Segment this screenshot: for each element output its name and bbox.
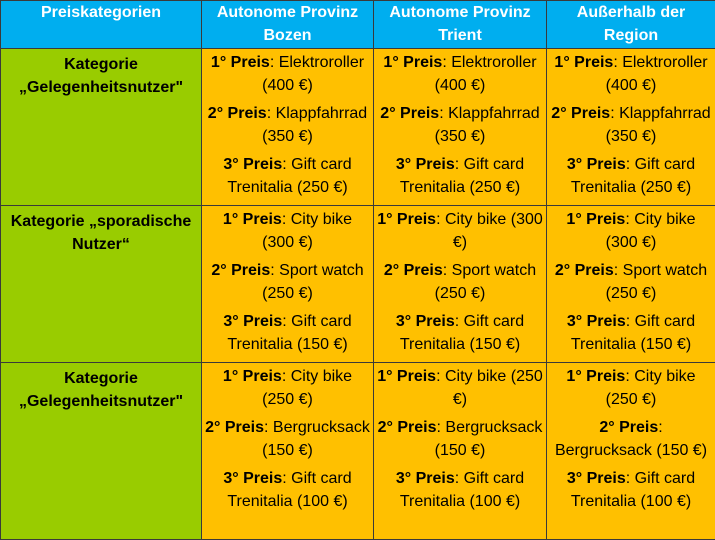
prize-text: : City bike (300 €) (606, 211, 696, 251)
prize-text: : Elektroroller (400 €) (435, 54, 537, 94)
prize-rank: 1° Preis (566, 211, 625, 228)
prize-text: : Klappfahrrad (350 €) (262, 105, 367, 145)
header-cell-bozen: Autonome Provinz Bozen (202, 1, 374, 49)
prize-line (377, 467, 543, 513)
prize-text: : Gift card Trenitalia (150 €) (571, 313, 695, 353)
prize-text: : City bike (250 €) (262, 368, 352, 408)
prize-text: : Elektroroller (400 €) (606, 54, 708, 94)
prize-line (550, 416, 712, 462)
prize-rank: 1° Preis (566, 368, 625, 385)
prize-rank: 3° Preis (396, 156, 455, 173)
table-row (1, 363, 715, 540)
prize-line (205, 259, 370, 305)
prize-rank: 2° Preis (384, 262, 443, 279)
prize-rank: 1° Preis (554, 54, 613, 71)
table-row (1, 49, 715, 206)
prize-text: : Sport watch (250 €) (606, 262, 707, 302)
prize-text: : Elektroroller (400 €) (262, 54, 364, 94)
prize-rank: 2° Preis (211, 262, 270, 279)
prize-text: : City bike (300 €) (262, 211, 352, 251)
prize-rank: 2° Preis (208, 105, 267, 122)
prize-cell (202, 206, 374, 363)
prize-line (550, 102, 712, 148)
category-cell: Kategorie „sporadische Nutzer“ (1, 206, 202, 363)
prize-rank: 3° Preis (567, 156, 626, 173)
table-header (1, 1, 715, 49)
prize-rank: 3° Preis (567, 470, 626, 487)
prize-line (377, 153, 543, 199)
prize-rank: 3° Preis (223, 470, 282, 487)
prize-rank: 1° Preis (377, 211, 436, 228)
prize-text: : Klappfahrrad (350 €) (435, 105, 540, 145)
prize-text: : City bike (250 €) (436, 368, 543, 408)
prize-cell (547, 206, 715, 363)
prize-text: : City bike (300 €) (436, 211, 543, 251)
prize-line (377, 310, 543, 356)
prize-line (377, 259, 543, 305)
prize-rank: 2° Preis (378, 419, 437, 436)
prize-cell (202, 49, 374, 206)
prize-text: : Bergrucksack (150 €) (555, 419, 707, 459)
prize-line (205, 153, 370, 199)
prize-rank: 3° Preis (223, 156, 282, 173)
prize-rank: 1° Preis (211, 54, 270, 71)
prize-line (205, 102, 370, 148)
prize-line (550, 153, 712, 199)
prize-text: : Klappfahrrad (350 €) (606, 105, 711, 145)
prize-text: : City bike (250 €) (606, 368, 696, 408)
prize-cell (547, 49, 715, 206)
prize-rank: 2° Preis (205, 419, 264, 436)
prize-rank: 2° Preis (555, 262, 614, 279)
prize-line (550, 259, 712, 305)
prize-cell (202, 363, 374, 540)
prize-text: : Bergrucksack (150 €) (262, 419, 370, 459)
prize-rank: 2° Preis (599, 419, 658, 436)
prize-text: : Gift card Trenitalia (100 €) (227, 470, 351, 510)
prize-line (205, 416, 370, 462)
prize-text: : Bergrucksack (150 €) (435, 419, 543, 459)
header-cell-trient: Autonome Provinz Trient (374, 1, 547, 49)
prize-line (550, 208, 712, 254)
prize-text: : Gift card Trenitalia (100 €) (400, 470, 524, 510)
prize-rank: 3° Preis (567, 313, 626, 330)
category-cell: Kategorie „Gelegenheitsnutzer" (1, 49, 202, 206)
prize-rank: 1° Preis (383, 54, 442, 71)
prize-line (377, 208, 543, 254)
prize-line (205, 208, 370, 254)
prize-line (205, 365, 370, 411)
header-cell-price-categories: Preiskategorien (1, 1, 202, 49)
prize-cell (374, 49, 547, 206)
prize-cell (547, 363, 715, 540)
prize-text: : Sport watch (250 €) (262, 262, 363, 302)
prize-rank: 1° Preis (223, 368, 282, 385)
prize-text: : Gift card Trenitalia (150 €) (227, 313, 351, 353)
prize-rank: 2° Preis (380, 105, 439, 122)
header-cell-outside-region: Außerhalb der Region (547, 1, 715, 49)
prize-rank: 3° Preis (396, 313, 455, 330)
prize-line (377, 365, 543, 411)
prize-rank: 3° Preis (223, 313, 282, 330)
prize-text: : Gift card Trenitalia (100 €) (571, 470, 695, 510)
prize-line (550, 310, 712, 356)
prize-line (377, 416, 543, 462)
prize-text: : Sport watch (250 €) (435, 262, 536, 302)
prize-line (550, 467, 712, 513)
prize-text: : Gift card Trenitalia (150 €) (400, 313, 524, 353)
table-row (1, 206, 715, 363)
prize-rank: 1° Preis (377, 368, 436, 385)
prize-cell (374, 363, 547, 540)
prize-line (205, 51, 370, 97)
category-cell: Kategorie „Gelegenheitsnutzer" (1, 363, 202, 540)
prize-line (377, 102, 543, 148)
prize-line (377, 51, 543, 97)
prize-line (550, 365, 712, 411)
prize-rank: 1° Preis (223, 211, 282, 228)
prize-text: : Gift card Trenitalia (250 €) (227, 156, 351, 196)
prize-line (205, 310, 370, 356)
prize-line (205, 467, 370, 513)
prize-rank: 2° Preis (551, 105, 610, 122)
prize-cell (374, 206, 547, 363)
prize-rank: 3° Preis (396, 470, 455, 487)
prize-text: : Gift card Trenitalia (250 €) (571, 156, 695, 196)
prize-line (550, 51, 712, 97)
prize-text: : Gift card Trenitalia (250 €) (400, 156, 524, 196)
